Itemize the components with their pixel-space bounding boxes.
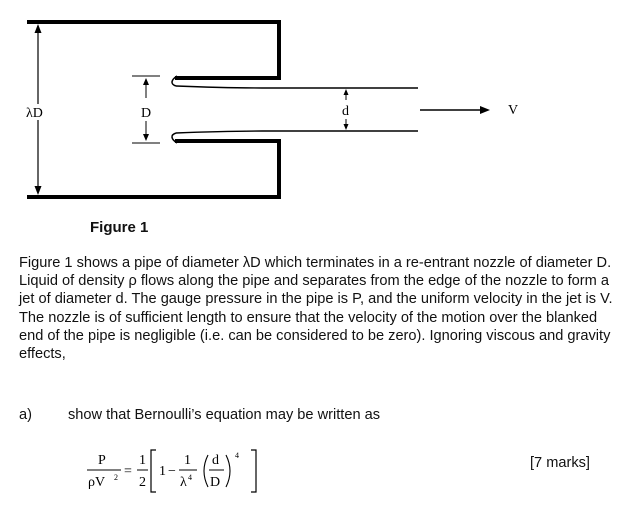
eq-ratio-numerator: d bbox=[212, 453, 219, 468]
lambda-d-arrow-down bbox=[35, 186, 42, 195]
pipe-lower-wall bbox=[27, 141, 279, 197]
equation-svg bbox=[84, 447, 274, 495]
jet-lower-streamline bbox=[176, 131, 418, 133]
eq-one: 1 bbox=[159, 464, 166, 479]
marks-label: [7 marks] bbox=[529, 455, 590, 471]
jet-upper-streamline bbox=[176, 86, 418, 88]
part-a-label: a) bbox=[19, 407, 32, 423]
eq-inner-numerator: 1 bbox=[184, 453, 191, 468]
eq-half-numerator: 1 bbox=[139, 453, 146, 468]
eq-lhs-numerator: P bbox=[98, 453, 106, 468]
lambda-d-label: λD bbox=[26, 106, 43, 121]
diameter-d-label: D bbox=[141, 106, 152, 121]
pipe-diagram bbox=[0, 0, 624, 215]
eq-inner-exponent: 4 bbox=[188, 473, 192, 482]
jet-d-label: d bbox=[342, 104, 349, 119]
eq-right-paren bbox=[226, 455, 230, 487]
eq-half-denominator: 2 bbox=[139, 475, 146, 490]
part-a-text: show that Bernoulli’s equation may be written as bbox=[68, 407, 381, 423]
eq-lhs-exponent: 2 bbox=[114, 473, 118, 482]
bernoulli-equation bbox=[84, 447, 274, 495]
eq-left-bracket bbox=[151, 450, 156, 492]
velocity-arrow-head bbox=[480, 106, 490, 114]
eq-lhs-denominator: ρV bbox=[88, 475, 106, 490]
eq-inner-denominator: λ bbox=[180, 475, 187, 490]
eq-ratio-denominator: D bbox=[210, 475, 221, 490]
pipe-nozzle-figure bbox=[0, 0, 624, 215]
eq-equals: = bbox=[124, 464, 132, 479]
eq-left-paren bbox=[204, 455, 208, 487]
d-arrow-up bbox=[143, 78, 149, 85]
eq-minus: − bbox=[168, 464, 176, 479]
figure-caption: Figure 1 bbox=[90, 219, 149, 236]
pipe-upper-wall bbox=[27, 22, 279, 78]
d-arrow-down bbox=[143, 134, 149, 141]
jet-d-arrow-up bbox=[344, 89, 349, 95]
eq-ratio-exponent: 4 bbox=[235, 451, 239, 460]
problem-paragraph: Figure 1 shows a pipe of diameter λD which terminates in a re-entrant nozzle of diameter D. Liquid of density ρ flows along the pipe and separates from the edge of the nozzle to form a jet of diameter d. The gauge pressure in the pipe is P, and the uniform velocity in the jet is V. The nozzle is of sufficient length to ensure that the velocity of the motion over the blanked end of the pipe is negligible (i.e. can be considered to be zero). Ignoring viscous and gravity effects, bbox=[19, 255, 613, 363]
eq-right-bracket bbox=[251, 450, 256, 492]
jet-d-arrow-down bbox=[344, 124, 349, 130]
lambda-d-arrow-up bbox=[35, 24, 42, 33]
velocity-label: V bbox=[508, 103, 519, 118]
